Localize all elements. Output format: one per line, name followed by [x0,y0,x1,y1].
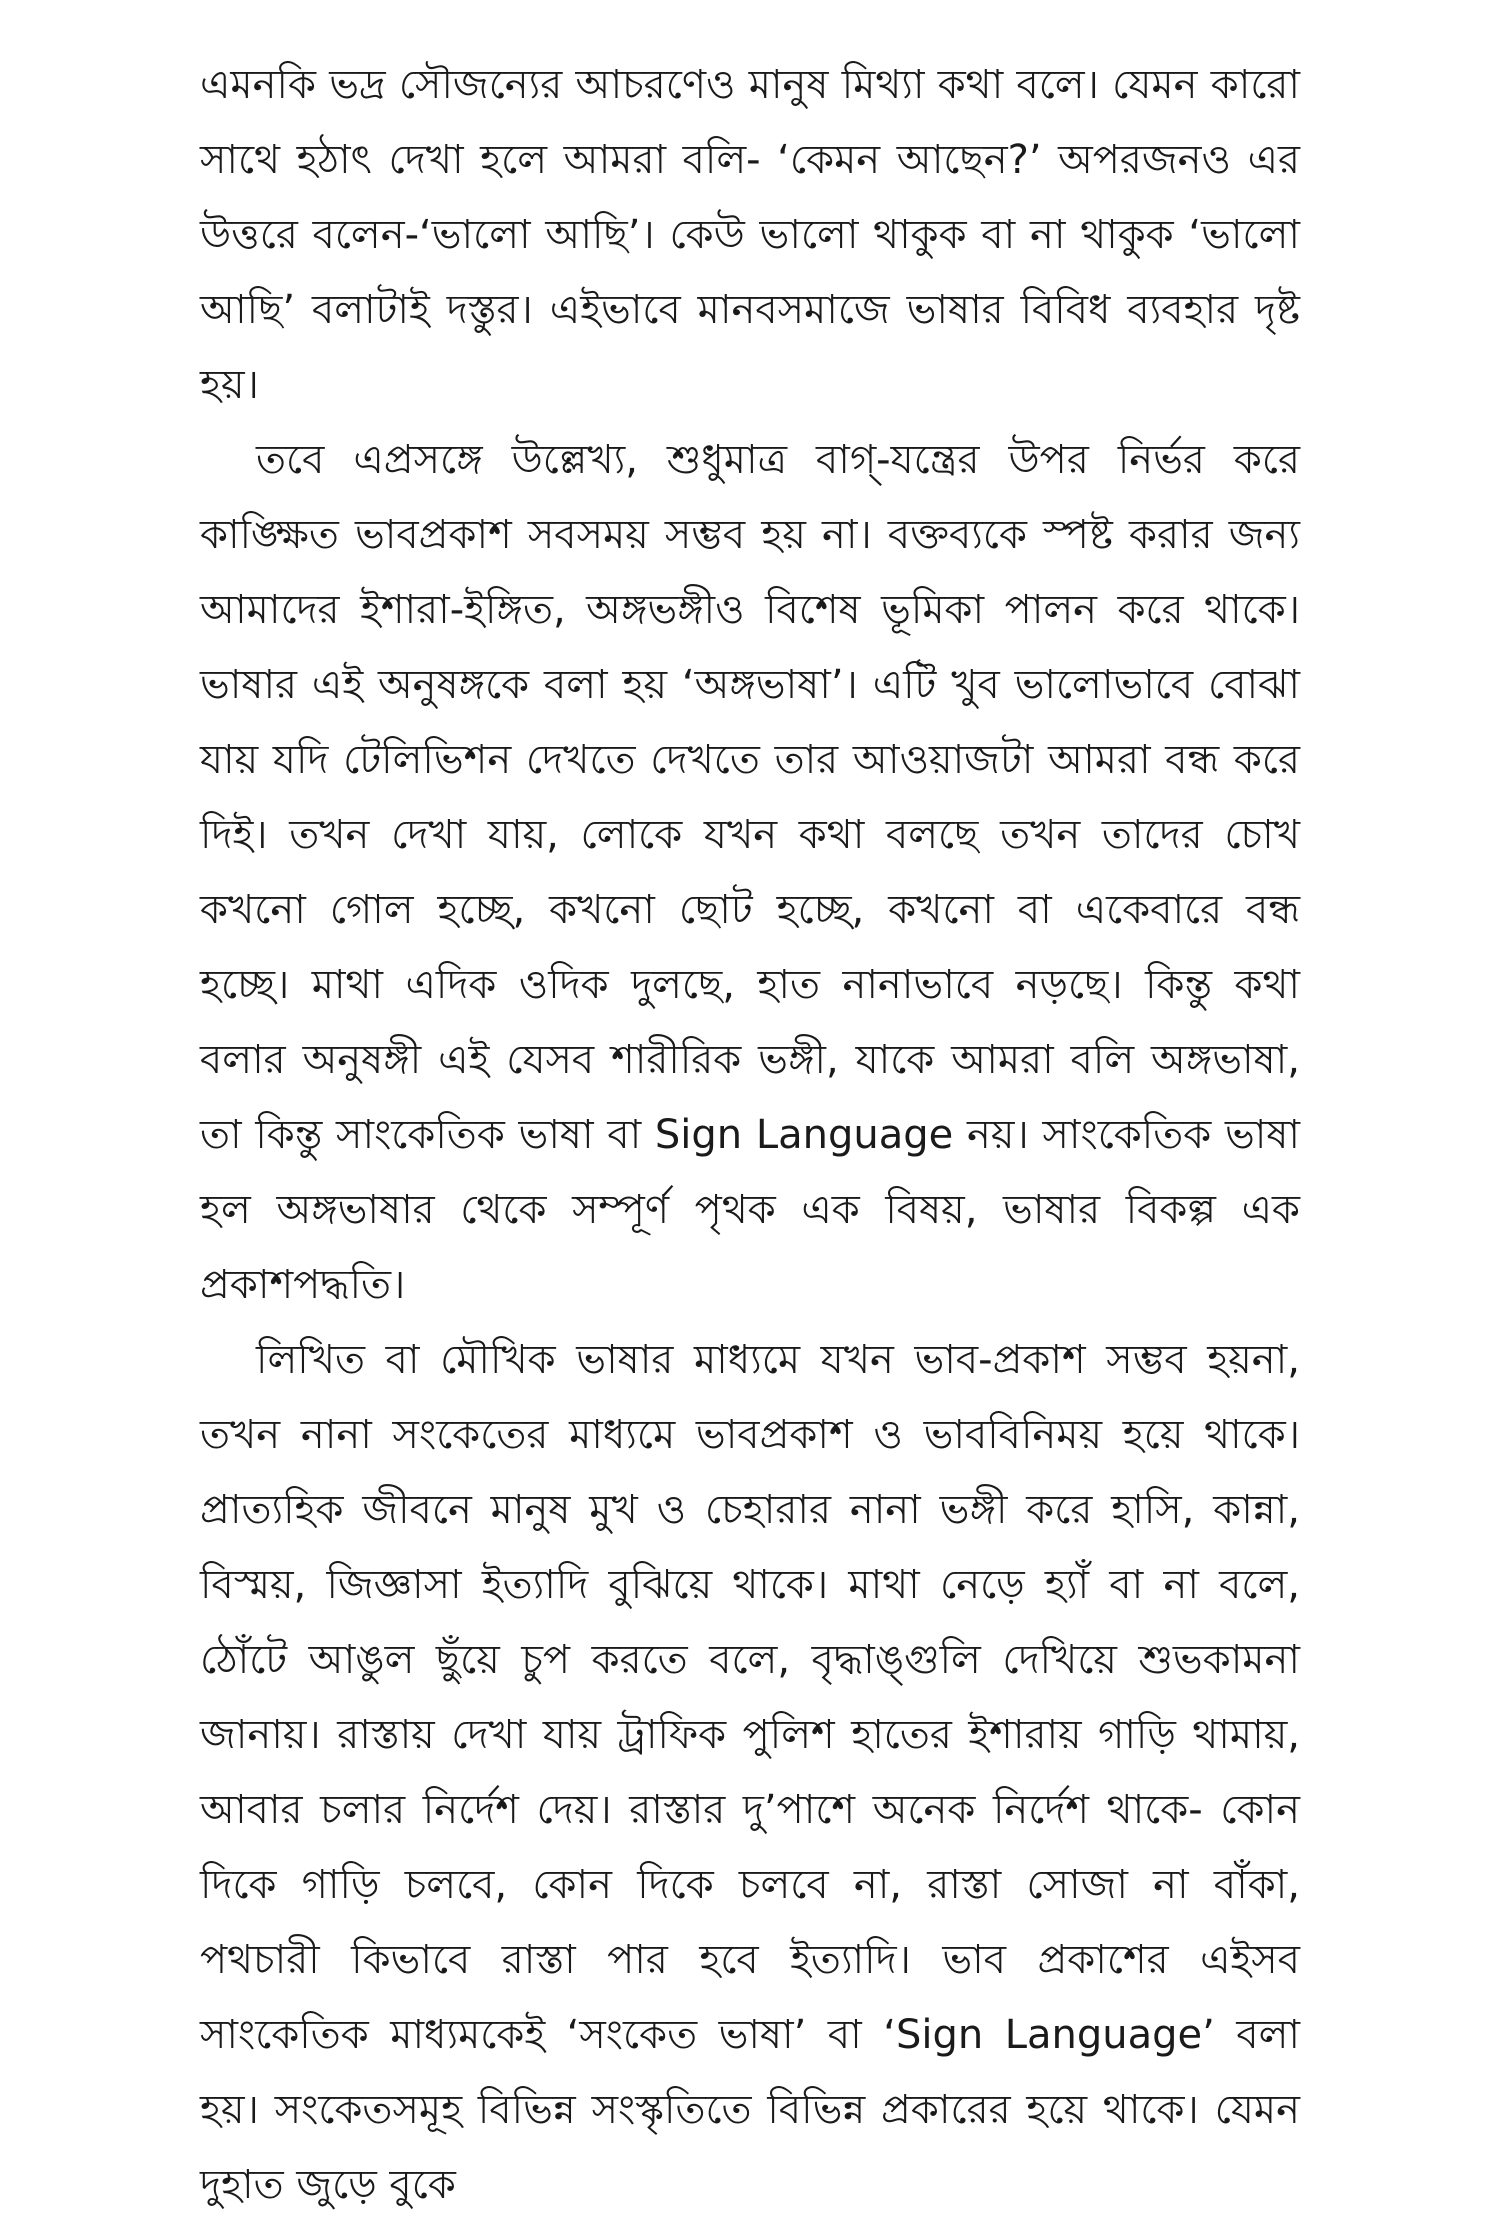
paragraph-1: এমনকি ভদ্র সৌজন্যের আচরণেও মানুষ মিথ্যা কথা বলে। যেমন কারো সাথে হঠাৎ দেখা হলে আমরা বলি- ‘কেমন আছেন?’ অপরজনও এর উত্তরে বলেন-‘ভালো আছি’। কেউ ভালো থাকুক বা না থাকুক ‘ভালো আছি’ বলাটাই দস্তুর। এইভাবে মানবসমাজে ভাষার বিবিধ ব্যবহার দৃষ্ট হয়। [200,62,1300,408]
paragraph-2: তবে এপ্রসঙ্গে উল্লেখ্য, শুধুমাত্র বাগ্-যন্ত্রের উপর নির্ভর করে কাঙ্ক্ষিত ভাবপ্রকাশ সবসময় সম্ভব হয় না। বক্তব্যকে স্পষ্ট করার জন্য আমাদের ইশারা-ইঙ্গিত, অঙ্গভঙ্গীও বিশেষ ভূমিকা পালন করে থাকে। ভাষার এই অনুষঙ্গকে বলা হয় ‘অঙ্গভাষা’। এটি খুব ভালোভাবে বোঝা যায় যদি টেলিভিশন দেখতে দেখতে তার আওয়াজটা আমরা বন্ধ করে দিই। তখন দেখা যায়, লোকে যখন কথা বলছে তখন তাদের চোখ কখনো গোল হচ্ছে, কখনো ছোট হচ্ছে, কখনো বা একেবারে বন্ধ হচ্ছে। মাথা এদিক ওদিক দুলছে, হাত নানাভাবে নড়ছে। কিন্তু কথা বলার অনুষঙ্গী এই যেসব শারীরিক ভঙ্গী, যাকে আমরা বলি অঙ্গভাষা, তা কিন্তু সাংকেতিক ভাষা বা Sign Language নয়। সাংকেতিক ভাষা হল অঙ্গভাষার থেকে সম্পূর্ণ পৃথক এক বিষয়, ভাষার বিকল্প এক প্রকাশপদ্ধতি। [200,437,1300,1308]
paragraph-3: লিখিত বা মৌখিক ভাষার মাধ্যমে যখন ভাব-প্রকাশ সম্ভব হয়না, তখন নানা সংকেতের মাধ্যমে ভাবপ্রকাশ ও ভাববিনিময় হয়ে থাকে। প্রাত্যহিক জীবনে মানুষ মুখ ও চেহারার নানা ভঙ্গী করে হাসি, কান্না, বিস্ময়, জিজ্ঞাসা ইত্যাদি বুঝিয়ে থাকে। মাথা নেড়ে হ্যাঁ বা না বলে, ঠোঁটে আঙুল ছুঁয়ে চুপ করতে বলে, বৃদ্ধাঙ্গুলি দেখিয়ে শুভকামনা জানায়। রাস্তায় দেখা যায় ট্রাফিক পুলিশ হাতের ইশারায় গাড়ি থামায়, আবার চলার নির্দেশ দেয়। রাস্তার দু’পাশে অনেক নির্দেশ থাকে- কোন দিকে গাড়ি চলবে, কোন দিকে চলবে না, রাস্তা সোজা না বাঁকা, পথচারী কিভাবে রাস্তা পার হবে ইত্যাদি। ভাব প্রকাশের এইসব সাংকেতিক মাধ্যমকেই ‘সংকেত ভাষা’ বা ‘Sign Language’ বলা হয়। সংকেতসমূহ বিভিন্ন সংস্কৃতিতে বিভিন্ন প্রকারের হয়ে থাকে। যেমন দুহাত জুড়ে বুকে [200,1337,1300,2208]
body-text [200,48,1300,2223]
